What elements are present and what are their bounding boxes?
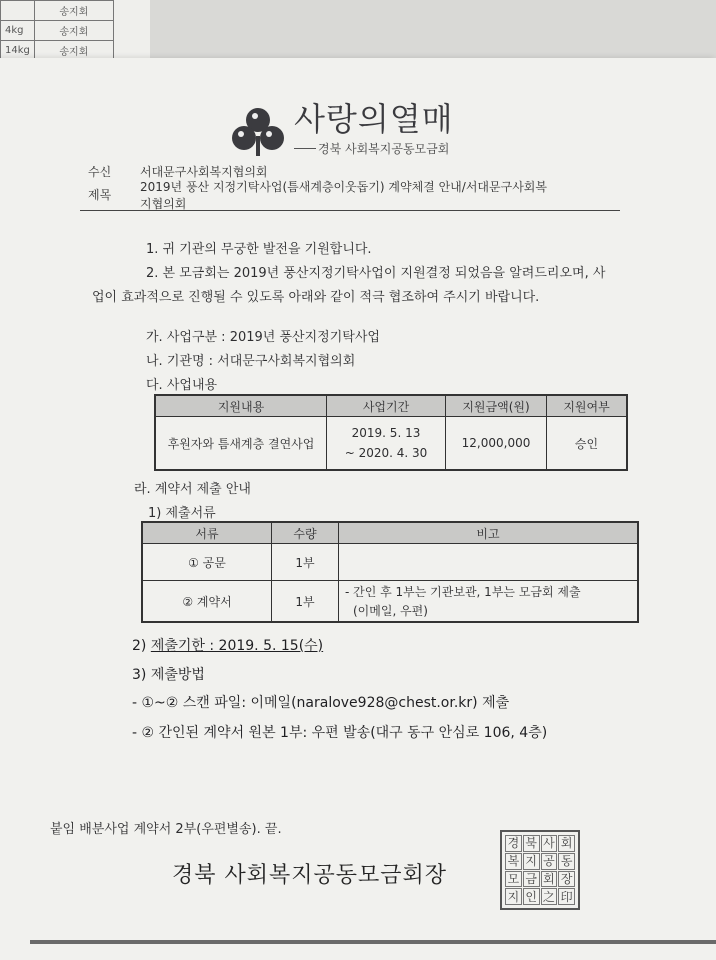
sub-item-1: 1) 제출서류 bbox=[148, 506, 216, 521]
subject-line-2: 지협의회 bbox=[140, 197, 187, 211]
item-na: 나. 기관명 : 서대문구사회복지협의회 bbox=[146, 354, 356, 369]
support-content: 후원자와 틈새계층 결연사업 bbox=[155, 417, 327, 471]
project-period: 2019. 5. 13 ~ 2020. 4. 30 bbox=[327, 417, 446, 471]
recipient-label: 수신 bbox=[88, 165, 112, 179]
background-table bbox=[0, 0, 114, 61]
method-2: - ② 간인된 계약서 원본 1부: 우편 발송(대구 동구 안심로 106, 4층) bbox=[132, 725, 548, 741]
paragraph-1: 1. 귀 기관의 무궁한 발전을 기원합니다. bbox=[146, 242, 372, 257]
table-row: ① 공문 1부 bbox=[142, 544, 638, 581]
divider bbox=[80, 210, 620, 211]
subject-label: 제목 bbox=[88, 188, 112, 202]
support-amount: 12,000,000 bbox=[446, 417, 547, 471]
project-table bbox=[154, 394, 628, 471]
sub-item-2: 2) 제출기한 : 2019. 5. 15(수) bbox=[132, 638, 324, 654]
divider bbox=[294, 148, 316, 149]
org-logo-title: 사랑의열매 bbox=[294, 100, 454, 138]
item-ra: 라. 계약서 제출 안내 bbox=[134, 482, 251, 497]
paragraph-2-line-2: 업이 효과적으로 진행될 수 있도록 아래와 같이 적극 협조하여 주시기 바랍니다. bbox=[92, 290, 540, 305]
fruit-logo-icon bbox=[228, 102, 288, 158]
table-row: 14kg 송지회 bbox=[1, 41, 114, 61]
bottom-border bbox=[30, 940, 716, 944]
subject-line-1: 2019년 풍산 지정기탁사업(틈새계층이웃돕기) 계약체결 안내/서대문구사회복 bbox=[140, 180, 547, 194]
sub-item-3: 3) 제출방법 bbox=[132, 667, 205, 683]
table-row bbox=[155, 417, 627, 471]
table-row: 4kg 송지회 bbox=[1, 21, 114, 41]
table-header-row: 지원내용 사업기간 지원금액(원) 지원여부 bbox=[155, 395, 627, 417]
item-ga: 가. 사업구분 : 2019년 풍산지정기탁사업 bbox=[146, 330, 380, 345]
official-seal-icon: 경 북 사 회 복 지 공 동 모 금 회 장 지 인 之 印 bbox=[500, 830, 580, 910]
org-signature: 경북 사회복지공동모금회장 bbox=[172, 863, 448, 888]
table-row: ② 계약서 1부 - 간인 후 1부는 기관보관, 1부는 모금회 제출 (이메일, 우편) bbox=[142, 581, 638, 623]
paragraph-2-line-1: 2. 본 모금회는 2019년 풍산지정기탁사업이 지원결정 되었음을 알려드리오며, 사 bbox=[146, 266, 606, 281]
attachment-note: 붙임 배분사업 계약서 2부(우편별송). 끝. bbox=[50, 822, 282, 837]
official-letter bbox=[0, 58, 716, 960]
method-1: - ①~② 스캔 파일: 이메일(naralove928@chest.or.kr) 제출 bbox=[132, 695, 510, 711]
deadline: 제출기한 : 2019. 5. 15(수) bbox=[150, 638, 324, 654]
table-row: 송지회 bbox=[1, 1, 114, 21]
recipient-value: 서대문구사회복지협의회 bbox=[140, 165, 268, 179]
documents-table bbox=[141, 521, 639, 623]
item-da: 다. 사업내용 bbox=[146, 378, 218, 393]
table-header-row: 서류 수량 비고 bbox=[142, 522, 638, 544]
approval-status: 승인 bbox=[547, 417, 628, 471]
org-logo-subtitle: 경북 사회복지공동모금회 bbox=[318, 142, 450, 156]
